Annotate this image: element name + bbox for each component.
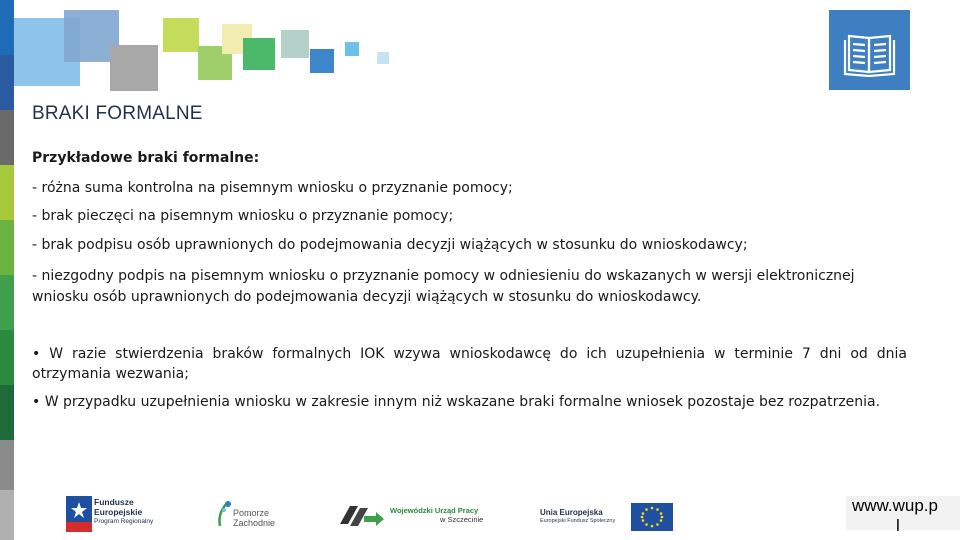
logo-wup-line1: Wojewódzki Urząd Pracy — [390, 506, 479, 515]
logo-fe-line1: Fundusze — [94, 497, 134, 507]
website-url-continuation[interactable]: l — [896, 516, 900, 535]
logo-fundusze-europejskie — [66, 494, 166, 534]
logo-pomorze-line1: Pomorze — [233, 508, 270, 518]
book-icon-box — [829, 10, 910, 90]
logo-unia-europejska — [540, 494, 680, 534]
logo-pomorze-line2: Zachodnie — [233, 518, 276, 528]
bullet-item: • W razie stwierdzenia braków formalnych IOK wzywa wnioskodawcę do ich uzupełnienia w terminie 7 dni od dnia otrzymania wezwania; — [32, 346, 907, 382]
book-icon — [829, 10, 910, 90]
logo-ue-line2: Europejski Fundusz Społeczny — [540, 518, 616, 524]
logo-wup-line2: w Szczecinie — [440, 515, 484, 524]
list-item: - niezgodny podpis na pisemnym wniosku o przyznanie pomocy w odniesieniu do wskazanych w wersji elektronicznej wniosku osób uprawnionych do podejmowania decyzji wiążących w stosunku do wnioskodawcy. — [32, 268, 855, 305]
left-color-bar — [0, 0, 14, 540]
list-item: - brak pieczęci na pisemnym wniosku o przyznanie pomocy; — [32, 208, 454, 224]
list-item: - różna suma kontrolna na pisemnym wniosku o przyznanie pomocy; — [32, 180, 513, 196]
list-heading: Przykładowe braki formalne: — [32, 150, 260, 166]
slide-title: BRAKI FORMALNE — [32, 103, 203, 124]
eu-flag-icon — [631, 503, 673, 531]
website-url[interactable]: www.wup.p — [852, 496, 938, 515]
logo-pomorze-zachodnie — [214, 494, 284, 534]
list-item: - brak podpisu osób uprawnionych do podejmowania decyzji wiążących w stosunku do wnioskodawcy; — [32, 237, 748, 253]
logo-wup — [338, 494, 488, 534]
logo-fe-line2: Europejskie — [94, 507, 143, 517]
logo-ue-line1: Unia Europejska — [540, 508, 603, 517]
bullet-item: • W przypadku uzupełnienia wniosku w zakresie innym niż wskazane braki formalne wniosek pozostaje bez rozpatrzenia. — [32, 394, 881, 410]
logo-fe-line3: Program Regionalny — [94, 518, 154, 525]
